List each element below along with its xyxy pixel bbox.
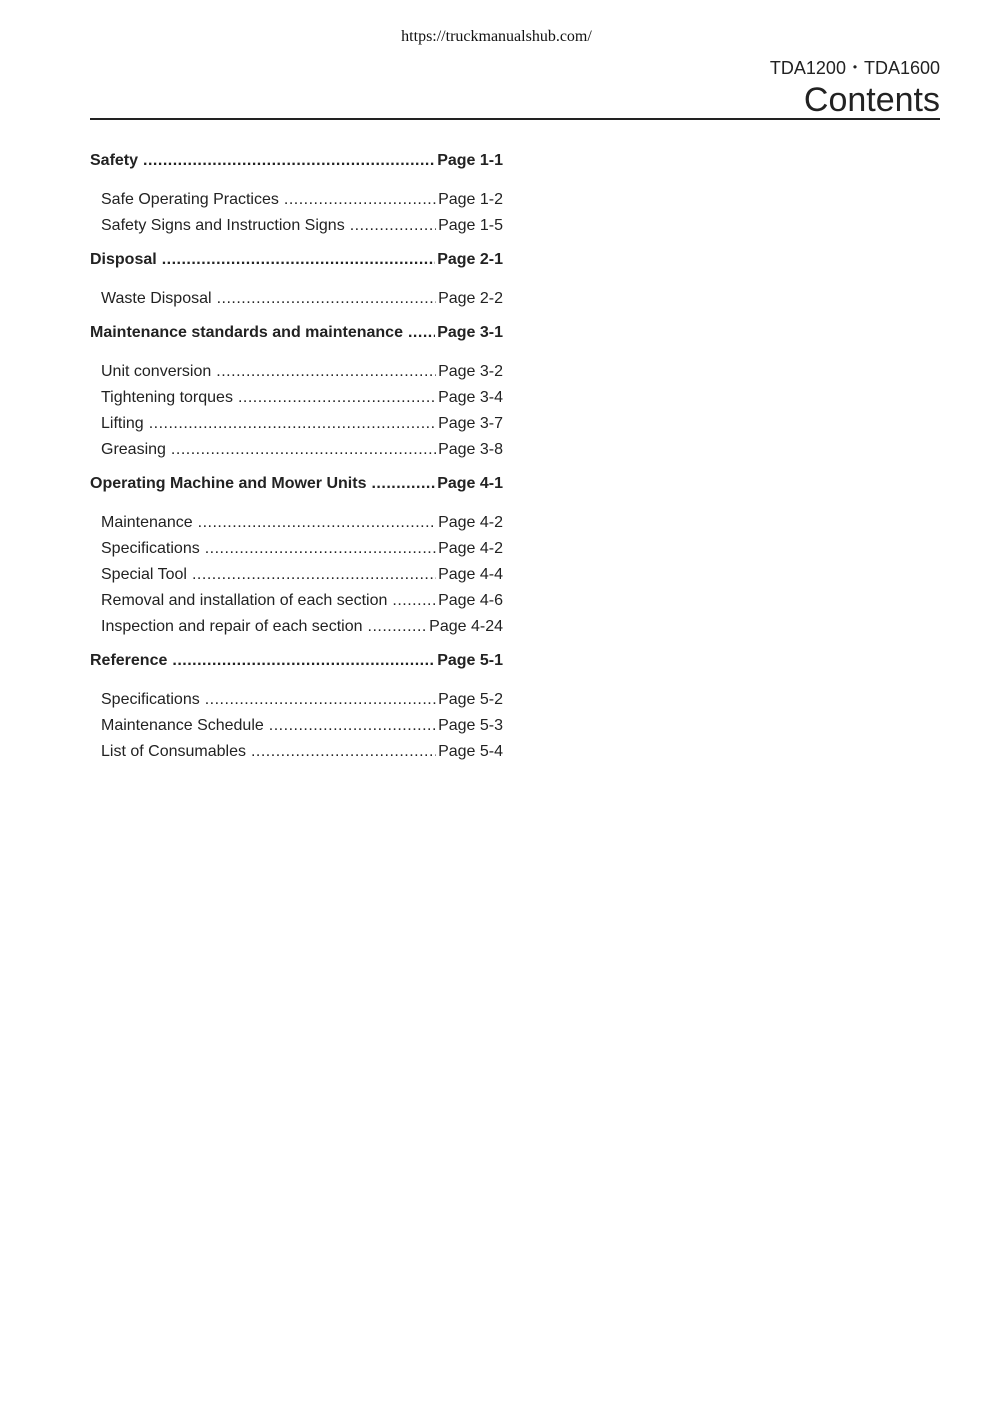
toc-subsection[interactable] [90,687,503,713]
dot-leader [251,739,436,765]
toc-subsection-page-number: Page 3-2 [438,363,503,380]
model-name: TDA1200・TDA1600 [769,58,940,78]
toc-subsection-label: Maintenance [101,514,193,531]
toc-section-page-number: Page 4-1 [437,475,503,492]
dot-leader [217,286,437,312]
toc-section-label: Reference [90,652,168,669]
toc-section[interactable] [90,148,503,174]
dot-leader [192,562,436,588]
toc-section-label: Operating Machine and Mower Units [90,475,367,492]
toc-section-page-number: Page 1-1 [437,152,503,169]
dot-leader [198,510,436,536]
toc-subsection-label: Inspection and repair of each section [101,618,363,635]
toc-subsection-label: Special Tool [101,566,187,583]
toc-section[interactable] [90,247,503,273]
dot-leader [238,385,436,411]
page-title: Contents [803,81,940,119]
toc-subsection-label: Maintenance Schedule [101,717,264,734]
dot-leader [205,687,436,713]
dot-leader [371,471,435,497]
table-of-contents [90,148,503,765]
toc-subsection-page-number: Page 4-24 [429,618,503,635]
toc-subsection[interactable] [90,562,503,588]
toc-section-label: Safety [90,152,139,169]
toc-section-page-number: Page 2-1 [437,251,503,268]
dot-leader [216,359,436,385]
dot-leader [205,536,436,562]
toc-subsection-page-number: Page 4-2 [438,514,503,531]
site-url-link[interactable]: https://truckmanualshub.com/ [401,28,592,45]
dot-leader [143,148,435,174]
toc-subsection-page-number: Page 2-2 [438,290,503,307]
toc-subsection[interactable] [90,411,503,437]
dot-leader [162,247,436,273]
dot-leader [284,187,436,213]
toc-subsection-label: Unit conversion [101,363,212,380]
toc-subsection[interactable] [90,385,503,411]
toc-subsection-label: Lifting [101,415,144,432]
toc-subsection[interactable] [90,713,503,739]
toc-section[interactable] [90,320,503,346]
toc-subsection-label: Removal and installation of each section [101,592,388,609]
dot-leader [172,648,435,674]
toc-subsection-label: Greasing [101,441,166,458]
toc-subsection[interactable] [90,510,503,536]
toc-subsection[interactable] [90,437,503,463]
dot-leader [149,411,436,437]
toc-subsection-page-number: Page 3-8 [438,441,503,458]
header-divider [90,118,940,120]
toc-section-page-number: Page 3-1 [437,324,503,341]
toc-subsection-label: Safety Signs and Instruction Signs [101,217,345,234]
dot-leader [392,588,436,614]
toc-subsection-page-number: Page 1-2 [438,191,503,208]
toc-subsection-page-number: Page 5-2 [438,691,503,708]
toc-subsection[interactable] [90,536,503,562]
toc-subsection-label: Safe Operating Practices [101,191,279,208]
toc-section-page-number: Page 5-1 [437,652,503,669]
toc-subsection-page-number: Page 5-4 [438,743,503,760]
toc-subsection[interactable] [90,213,503,239]
dot-leader [350,213,436,239]
toc-subsection-page-number: Page 1-5 [438,217,503,234]
toc-subsection-page-number: Page 4-4 [438,566,503,583]
toc-section[interactable] [90,471,503,497]
dot-leader [171,437,436,463]
toc-subsection[interactable] [90,359,503,385]
toc-subsection[interactable] [90,588,503,614]
toc-subsection-page-number: Page 4-6 [438,592,503,609]
toc-subsection-label: Waste Disposal [101,290,212,307]
toc-subsection-page-number: Page 3-4 [438,389,503,406]
toc-subsection-page-number: Page 5-3 [438,717,503,734]
toc-subsection[interactable] [90,286,503,312]
toc-subsection-page-number: Page 4-2 [438,540,503,557]
toc-subsection[interactable] [90,739,503,765]
toc-subsection[interactable] [90,187,503,213]
toc-subsection[interactable] [90,614,503,640]
toc-section[interactable] [90,648,503,674]
page-header [770,56,940,120]
toc-section-label: Maintenance standards and maintenance [90,324,403,341]
dot-leader [408,320,435,346]
toc-section-label: Disposal [90,251,157,268]
dot-leader [269,713,436,739]
dot-leader [368,614,428,640]
toc-subsection-label: Specifications [101,691,200,708]
toc-subsection-label: Tightening torques [101,389,233,406]
toc-subsection-page-number: Page 3-7 [438,415,503,432]
toc-subsection-label: List of Consumables [101,743,246,760]
toc-subsection-label: Specifications [101,540,200,557]
